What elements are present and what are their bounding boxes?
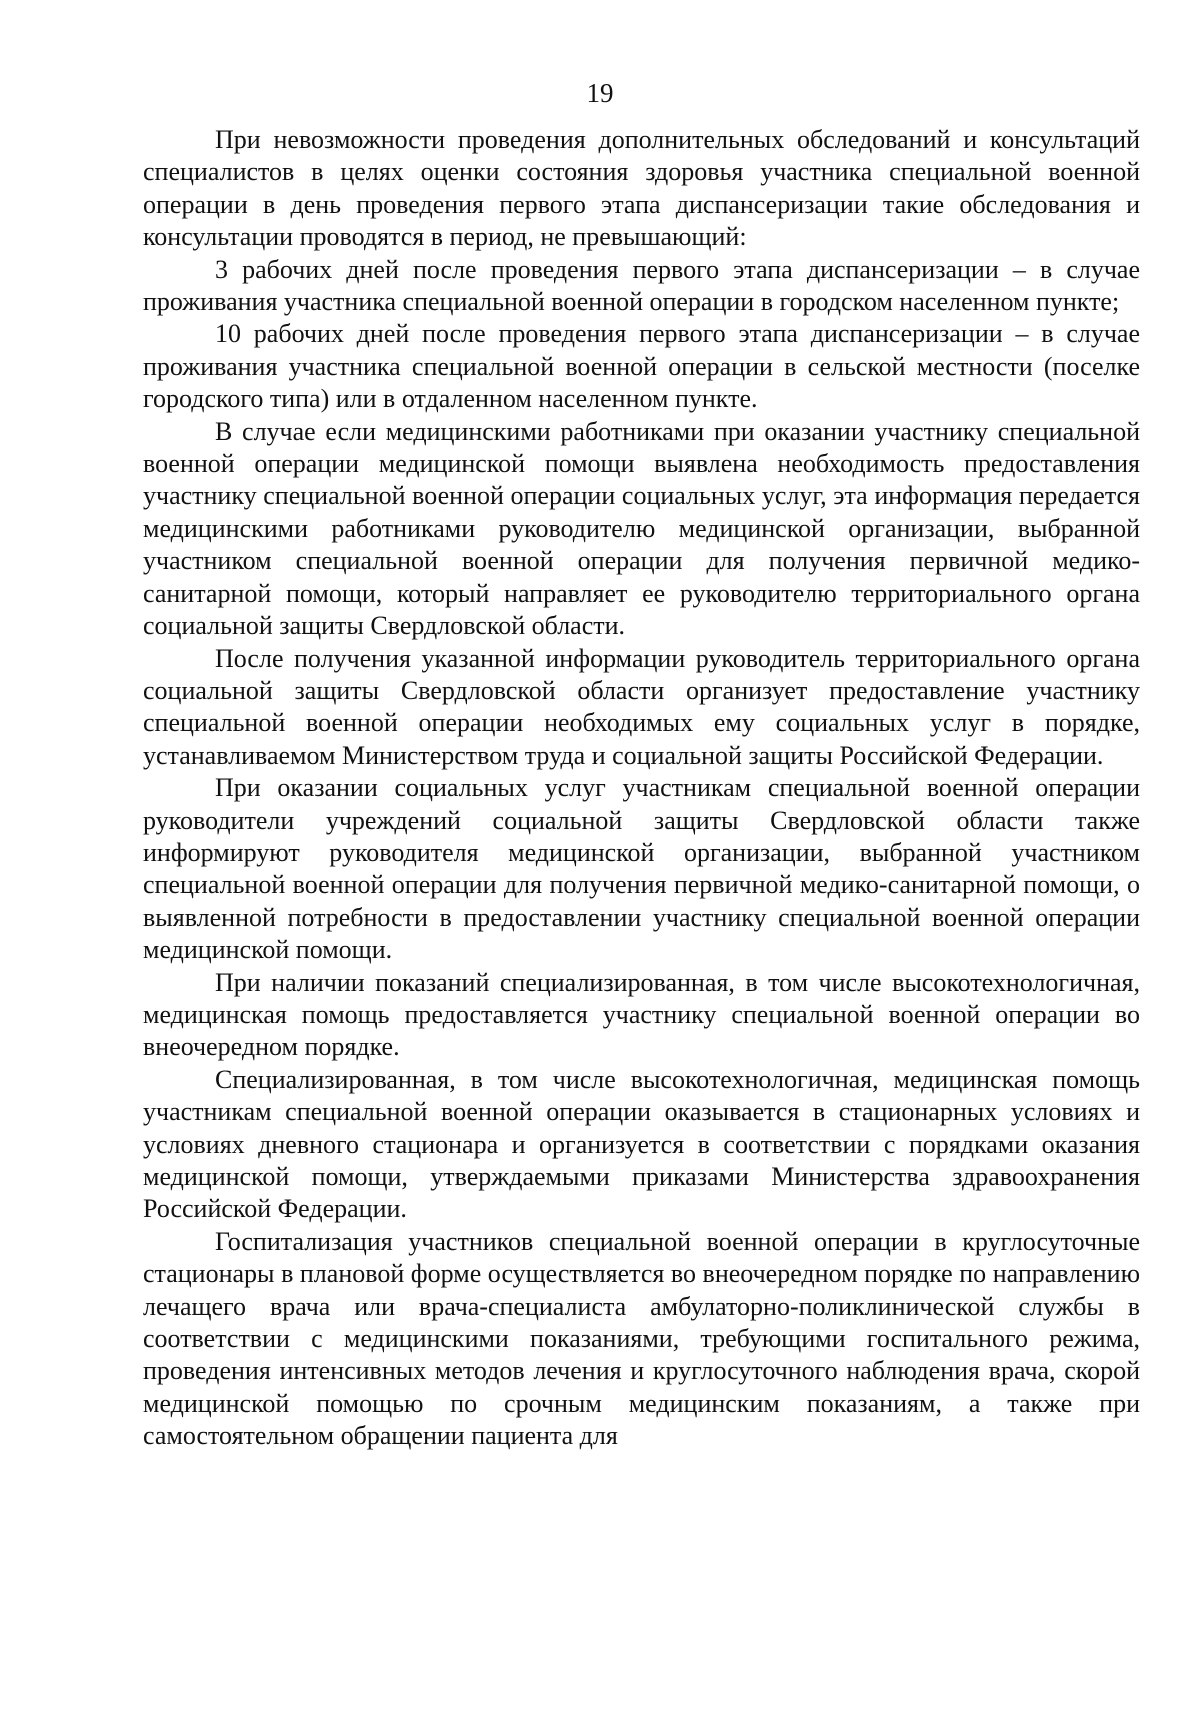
paragraph-specialized-care: При наличии показаний специализированная, в том числе высокотехнологичная, медицинская помощь предоставляется участнику специальной военной операции во внеочередном порядке. (143, 967, 1140, 1062)
page-number: 19 (586, 78, 614, 108)
paragraph-urban-term: 3 рабочих дней после проведения первого этапа диспансеризации – в случае проживания участника специальной военной операции в городском населенном пункте; (143, 254, 1140, 317)
paragraph-social-to-medical-info: При оказании социальных услуг участникам специальной военной операции руководители учреждений социальной защиты Свердловской области также информируют руководителя медицинской организации, выбранной участником специальной военной операции для получения первичной медико-санитарной помощи, о выявленной потребности в предоставлении участнику специальной военной операции медицинской помощи. (143, 773, 1140, 965)
paragraph-rural-term: 10 рабочих дней после проведения первого этапа диспансеризации – в случае проживания участника специальной военной операции в сельской местности (поселке городского типа) или в отдаленном населенном пункте. (143, 319, 1140, 414)
document-body (143, 124, 1140, 1453)
paragraph-additional-exams: При невозможности проведения дополнительных обследований и консультаций специалистов в целях оценки состояния здоровья участника специальной военной операции в день проведения первого этапа диспансеризации такие обследования и консультации проводятся в период, не превышающий: (143, 125, 1140, 252)
paragraph-hospitalization: Госпитализация участников специальной военной операции в круглосуточные стационары в плановой форме осуществляется во внеочередном порядке по направлению лечащего врача или врача-специалиста амбулаторно-поликлинической службы в соответствии с медицинскими показаниями, требующими госпитального режима, проведения интенсивных методов лечения и круглосуточного наблюдения врача, скорой медицинской помощью по срочным медицинским показаниям, а также при самостоятельном обращении пациента для (143, 1226, 1140, 1451)
paragraph-high-tech-care: Специализированная, в том числе высокотехнологичная, медицинская помощь участникам специальной военной операции оказывается в стационарных условиях и условиях дневного стационара и организуется в соответствии с порядками оказания медицинской помощи, утверждаемыми приказами Министерства здравоохранения Российской Федерации. (143, 1064, 1140, 1224)
paragraph-social-services-need: В случае если медицинскими работниками при оказании участнику специальной военной операции медицинской помощи выявлена необходимость предоставления участнику специальной военной операции социальных услуг, эта информация передается медицинскими работниками руководителю медицинской организации, выбранной участником специальной военной операции для получения первичной медико-санитарной помощи, который направляет ее руководителю территориального органа социальной защиты Свердловской области. (143, 416, 1140, 641)
paragraph-social-services-provision: После получения указанной информации руководитель территориального органа социальной защиты Свердловской области организует предоставление участнику специальной военной операции необходимых ему социальных услуг в порядке, устанавливаемом Министерством труда и социальной защиты Российской Федерации. (143, 643, 1140, 770)
